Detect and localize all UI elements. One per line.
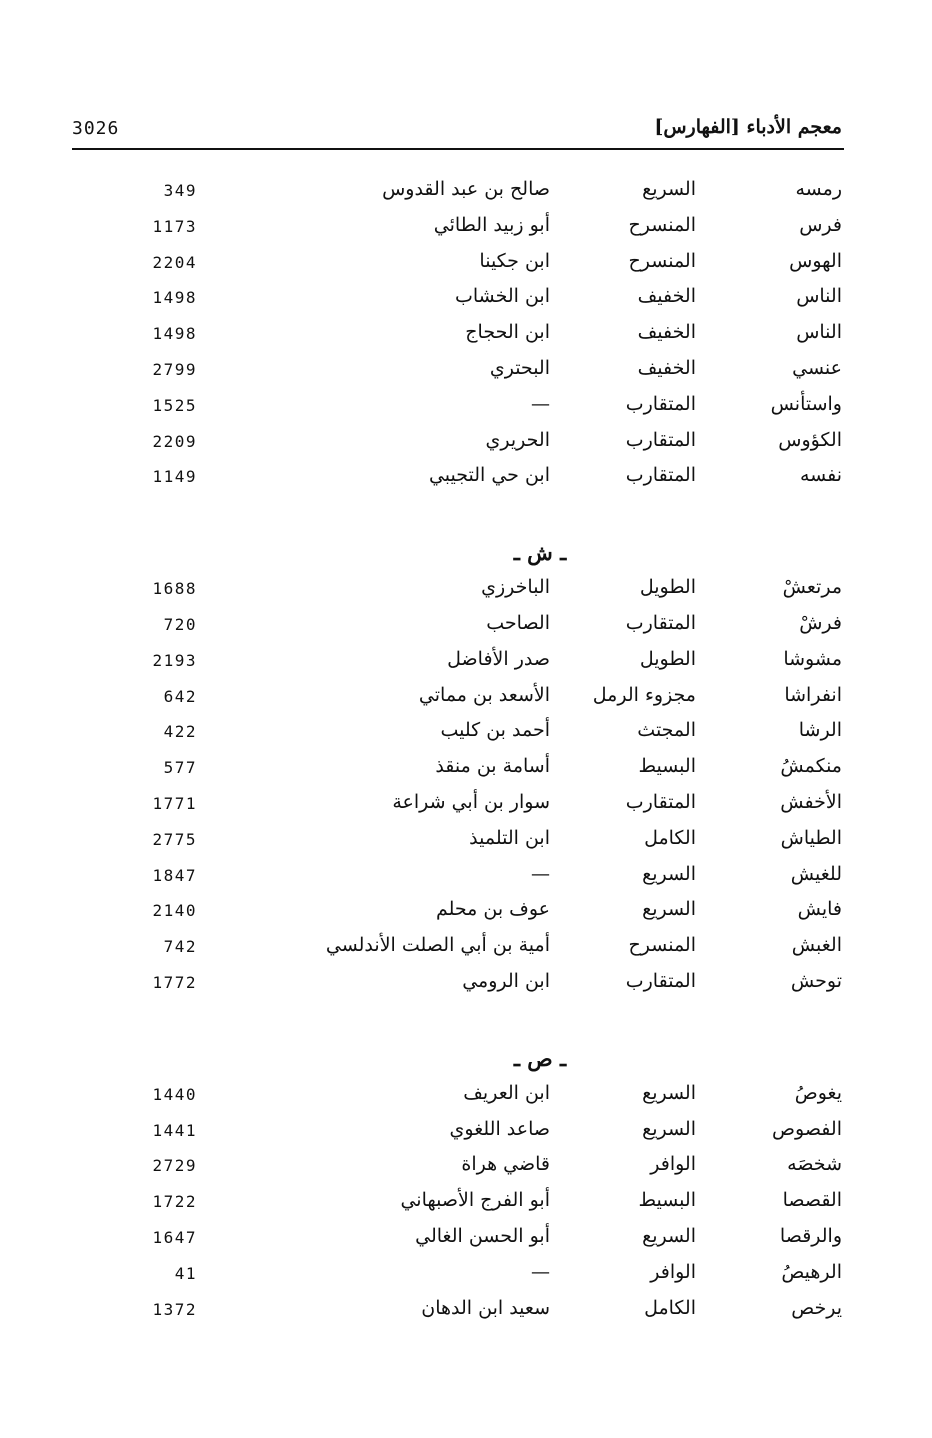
index-row — [0, 1225, 932, 1261]
page-ref: 1173 — [152, 216, 197, 236]
rhyme-word: الرهيصُ — [781, 1260, 842, 1283]
rhyme-word: شخصَه — [787, 1153, 842, 1176]
meter-name: الخفيف — [637, 285, 696, 308]
rhyme-word: للغيش — [790, 862, 842, 885]
page-ref: 2775 — [152, 829, 197, 849]
index-table — [0, 178, 932, 1332]
section-heading-label: ـ ص ـ — [513, 1045, 567, 1071]
index-row — [0, 1082, 932, 1118]
meter-name: المنسرح — [628, 249, 696, 272]
page-ref: 1498 — [152, 288, 197, 308]
page-ref: 1722 — [152, 1192, 197, 1212]
index-row — [0, 1297, 932, 1333]
index-row — [0, 1261, 932, 1297]
poet-name: صدر الأفاضل — [447, 647, 550, 670]
rhyme-word: الغبش — [791, 934, 842, 957]
meter-name: الطويل — [639, 576, 696, 599]
index-row — [0, 429, 932, 465]
poet-name: أسامة بن منقذ — [435, 755, 550, 778]
meter-name: السريع — [642, 1081, 696, 1104]
index-row — [0, 321, 932, 357]
rhyme-word: والرقصا — [779, 1224, 842, 1247]
meter-name: الطويل — [639, 647, 696, 670]
page-ref: 1440 — [152, 1084, 197, 1104]
poet-name: الأسعد بن مماتي — [418, 683, 550, 706]
poet-name: الحريري — [485, 428, 550, 451]
meter-name: الخفيف — [637, 321, 696, 344]
meter-name: المتقارب — [625, 611, 696, 634]
poet-name: ابن حي التجيبي — [428, 464, 550, 487]
rhyme-word: مشوشا — [783, 647, 842, 670]
index-row — [0, 214, 932, 250]
meter-name: السريع — [642, 898, 696, 921]
page-ref: 2799 — [152, 359, 197, 379]
poet-name: قاضي هراة — [461, 1153, 550, 1176]
poet-name: البحتري — [489, 356, 550, 379]
meter-name: الوافر — [650, 1153, 696, 1176]
page-ref: 720 — [163, 614, 197, 634]
index-row — [0, 684, 932, 720]
meter-name: المتقارب — [625, 392, 696, 415]
meter-name: البسيط — [638, 1189, 696, 1212]
page-ref: 2204 — [152, 252, 197, 272]
page-ref: 1149 — [152, 467, 197, 487]
index-row — [0, 648, 932, 684]
poet-name: عوف بن محلم — [435, 898, 550, 921]
index-row — [0, 464, 932, 500]
poet-name: أمية بن أبي الصلت الأندلسي — [325, 934, 550, 957]
page-ref: 1771 — [152, 793, 197, 813]
index-row — [0, 357, 932, 393]
poet-name: سعيد ابن الدهان — [421, 1296, 550, 1319]
rhyme-word: توحش — [790, 969, 842, 992]
poet-name: صالح بن عبد القدوس — [382, 178, 550, 200]
index-row — [0, 393, 932, 429]
index-row — [0, 1189, 932, 1225]
rhyme-word: الأخفش — [780, 790, 842, 813]
page-ref: 1688 — [152, 579, 197, 599]
rhyme-word: انفراشا — [784, 683, 842, 706]
meter-name: الخفيف — [637, 356, 696, 379]
meter-name: الكامل — [644, 1296, 696, 1319]
page-ref: 2193 — [152, 650, 197, 670]
page-ref: 1647 — [152, 1227, 197, 1247]
section-heading — [0, 1046, 932, 1082]
rhyme-word: نفسه — [799, 464, 842, 487]
rhyme-word: الناس — [796, 285, 842, 308]
section-heading — [0, 540, 932, 576]
page-ref: 742 — [163, 937, 197, 957]
meter-name: البسيط — [638, 755, 696, 778]
poet-name: أحمد بن كليب — [440, 719, 550, 742]
index-row — [0, 755, 932, 791]
rhyme-word: فرس — [799, 213, 842, 236]
poet-name: الباخرزي — [481, 576, 550, 599]
poet-name: أبو الحسن الغالي — [415, 1224, 550, 1247]
poet-name: سوار بن أبي شراعة — [392, 790, 550, 813]
page-ref: 642 — [163, 686, 197, 706]
page-ref: 2140 — [152, 901, 197, 921]
rhyme-word: الكؤوس — [778, 428, 842, 451]
index-row — [0, 250, 932, 286]
index-row — [0, 863, 932, 899]
poet-name: ابن التلميذ — [469, 826, 550, 849]
poet-name: ابن الحجاج — [465, 321, 550, 344]
page-ref: 349 — [163, 181, 197, 200]
page-ref: 2209 — [152, 431, 197, 451]
header-rule — [72, 148, 844, 150]
page-ref: 1847 — [152, 865, 197, 885]
poet-name: أبو الفرج الأصبهاني — [400, 1189, 550, 1212]
rhyme-word: يرخص — [791, 1296, 842, 1319]
meter-name: السريع — [642, 1224, 696, 1247]
running-title: معجم الأدباء [الفهارس] — [654, 116, 842, 138]
meter-name: السريع — [642, 862, 696, 885]
meter-name: المتقارب — [625, 428, 696, 451]
rhyme-word: فايش — [797, 898, 842, 921]
poet-name: ابن العريف — [463, 1081, 550, 1104]
rhyme-word: فرشْ — [799, 611, 842, 634]
page-ref: 1772 — [152, 972, 197, 992]
index-row — [0, 970, 932, 1006]
poet-name: — — [531, 862, 550, 885]
meter-name: المنسرح — [628, 213, 696, 236]
page-ref: 1372 — [152, 1299, 197, 1319]
index-row — [0, 719, 932, 755]
page-ref: 1441 — [152, 1120, 197, 1140]
page-ref: 41 — [174, 1263, 197, 1283]
rhyme-word: الفصوص — [772, 1117, 842, 1140]
page-ref: 577 — [163, 758, 197, 778]
poet-name: ابن جكينا — [479, 249, 550, 272]
page-number: 3026 — [72, 118, 120, 139]
rhyme-word: الهوس — [789, 249, 842, 272]
index-row — [0, 285, 932, 321]
page-ref: 1498 — [152, 324, 197, 344]
poet-name: ابن الخشاب — [454, 285, 550, 308]
page-ref: 2729 — [152, 1156, 197, 1176]
index-row — [0, 612, 932, 648]
index-row — [0, 576, 932, 612]
rhyme-word: القصصا — [782, 1189, 842, 1212]
page-ref: 422 — [163, 722, 197, 742]
meter-name: المنسرح — [628, 934, 696, 957]
meter-name: المجتث — [637, 719, 696, 742]
rhyme-word: رمسه — [795, 178, 842, 200]
section-heading-label: ـ ش ـ — [513, 540, 567, 566]
meter-name: الكامل — [644, 826, 696, 849]
page-ref: 1525 — [152, 395, 197, 415]
poet-name: الصاحب — [486, 611, 550, 634]
rhyme-word: يغوصُ — [794, 1081, 842, 1104]
meter-name: المتقارب — [625, 790, 696, 813]
meter-name: مجزوء الرمل — [592, 683, 696, 706]
index-row — [0, 827, 932, 863]
rhyme-word: الناس — [796, 321, 842, 344]
rhyme-word: الطياش — [780, 826, 842, 849]
rhyme-word: الرشا — [798, 719, 842, 742]
index-row — [0, 1118, 932, 1154]
poet-name: صاعد اللغوي — [449, 1117, 550, 1140]
rhyme-word: مرتعشْ — [782, 576, 842, 599]
rhyme-word: منكمشُ — [780, 755, 842, 778]
poet-name: أبو زبيد الطائي — [433, 213, 550, 236]
meter-name: السريع — [642, 1117, 696, 1140]
index-row — [0, 791, 932, 827]
poet-name: ابن الرومي — [462, 969, 550, 992]
index-row — [0, 1153, 932, 1189]
meter-name: المتقارب — [625, 969, 696, 992]
poet-name: — — [531, 1260, 550, 1283]
meter-name: الوافر — [650, 1260, 696, 1283]
index-row — [0, 898, 932, 934]
rhyme-word: واستأنس — [770, 392, 842, 415]
poet-name: — — [531, 392, 550, 415]
meter-name: المتقارب — [625, 464, 696, 487]
index-row — [0, 934, 932, 970]
rhyme-word: عنسي — [792, 356, 842, 379]
meter-name: السريع — [642, 178, 696, 200]
index-row — [0, 178, 932, 214]
